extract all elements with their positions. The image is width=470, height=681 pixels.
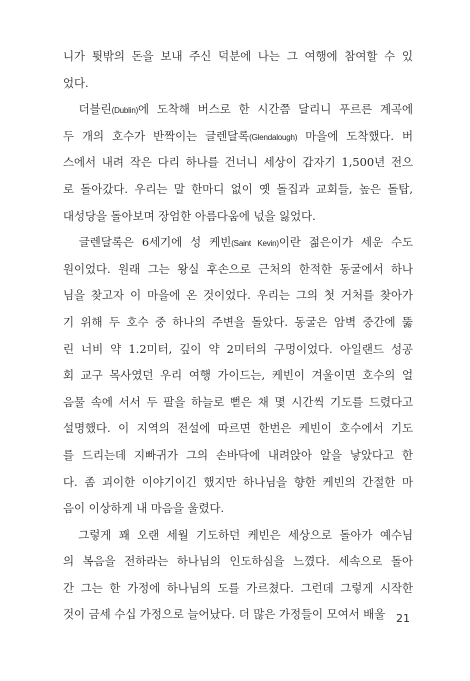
text-line: 간 그는 한 가정에 하나님의 도를 가르쳤다. 그런데 그렇게 시작한: [63, 580, 413, 595]
text-segment: 마을에 도착했다. 버: [297, 128, 413, 143]
text-line: [63, 123, 413, 150]
body-text: [63, 43, 413, 628]
text-line: 원이었다. 원래 그는 왕실 후손으로 근처의 한적한 동굴에서 하나: [63, 261, 413, 276]
paragraph: [63, 96, 413, 229]
text-line: 음물 속에 서서 두 팔을 하늘로 뻗은 채 몇 시간씩 기도를 드렸다고: [63, 394, 413, 409]
text-line: 를 드리는데 지빠귀가 그의 손바닥에 내려앉아 알을 낳았다고 한: [63, 447, 413, 462]
text-line: 린 너비 약 1.2미터, 깊이 약 2미터의 구멍이었다. 아일랜드 성공: [63, 341, 413, 356]
text-line: 로 돌아갔다. 우리는 말 한마디 없이 옛 돌집과 교회들, 높은 돌탑,: [63, 181, 413, 196]
text-line: 었다.: [63, 75, 89, 90]
text-line: 대성당을 돌아보며 장엄한 아름다움에 넋을 잃었다.: [63, 208, 316, 223]
text-line: 것이 금세 수십 가정으로 늘어났다. 더 많은 가정들이 모여서 배울: [63, 607, 386, 622]
text-line: [63, 96, 413, 123]
text-segment: 이란 젊은이가 세운 수도: [278, 235, 413, 250]
inline-annotation: (Glendalough): [249, 132, 298, 142]
page-number: 21: [396, 612, 410, 625]
paragraph: [63, 43, 413, 96]
text-line: 음이 이상하게 내 마음을 울렸다.: [63, 501, 225, 516]
text-line: 니가 튓밖의 돈을 보내 주신 덕분에 나는 그 여행에 참여할 수 있: [63, 49, 413, 63]
text-line: 다. 좀 괴이한 이야기이긴 했지만 하나님을 향한 케빈의 간절한 마: [63, 474, 413, 489]
paragraph: [63, 522, 413, 628]
text-line: 회 교구 목사였던 우리 여행 가이드는, 케빈이 겨울이면 호수의 얼: [63, 368, 413, 383]
inline-annotation: (Dublin): [111, 106, 139, 116]
text-segment: 더블린: [63, 102, 112, 117]
text-line: 그렇게 꽤 오랜 세월 기도하던 케빈은 세상으로 돌아가 예수님: [63, 527, 413, 542]
text-segment: 에 도착해 버스로 한 시간쯤 달리니 푸르른 계곡에: [138, 102, 413, 117]
text-line: 스에서 내려 작은 다리 하나를 건너니 세상이 갑자기 1,500년 전으: [63, 155, 413, 170]
text-line: [63, 229, 413, 256]
text-segment: 두 개의 호수가 반짝이는 글렌달록: [63, 128, 250, 143]
text-line: 의 복음을 전하라는 하나님의 인도하심을 느꼈다. 세속으로 돌아: [63, 554, 413, 569]
text-segment: 글렌달록은 6세기에 성 케빈: [63, 235, 232, 250]
text-line: 님을 찾고자 이 마을에 온 것이었다. 우리는 그의 첫 거처를 찾아가: [63, 288, 413, 303]
paragraph: [63, 229, 413, 522]
text-line: 기 위해 두 호수 중 하나의 주변을 돌았다. 동굴은 암벽 중간에 뚫: [63, 314, 413, 329]
inline-annotation: (Saint Kevin): [231, 239, 279, 249]
text-line: 설명했다. 이 지역의 전설에 따르면 한번은 케빈이 호수에서 기도: [63, 421, 413, 436]
